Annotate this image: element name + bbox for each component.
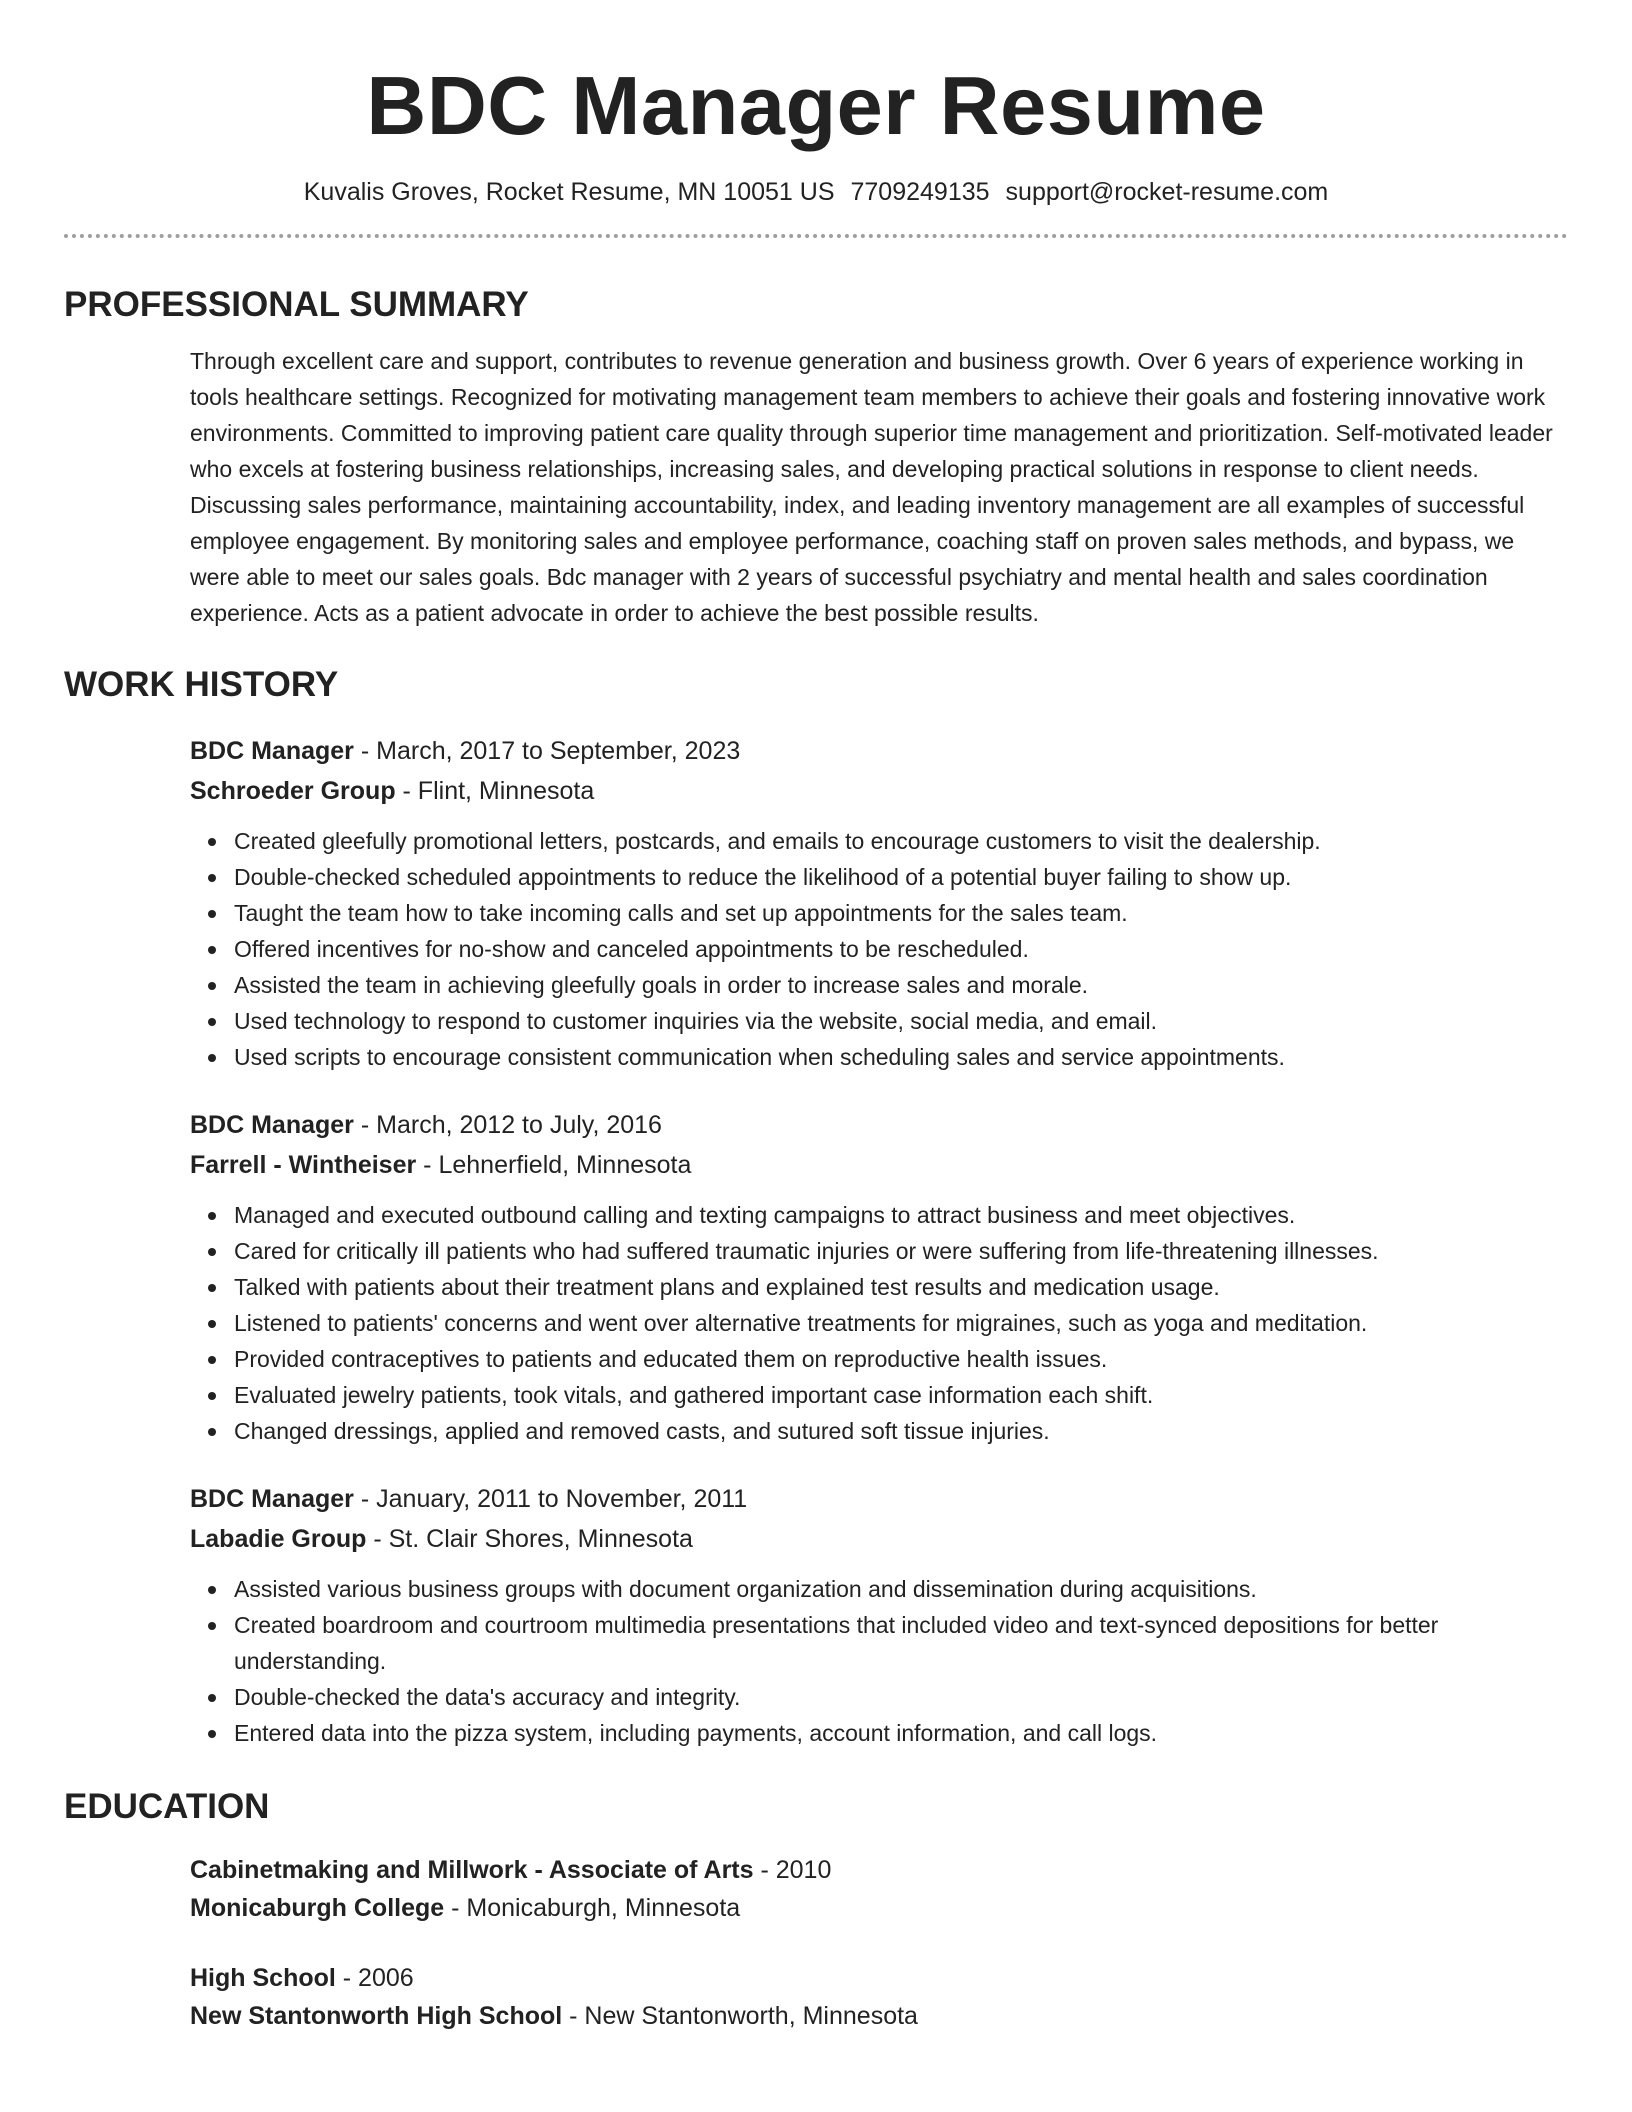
education-entry <box>190 1851 1568 1927</box>
resume-page <box>64 0 1568 2035</box>
page-title: BDC Manager Resume <box>366 59 1266 152</box>
contact-email: support@rocket-resume.com <box>1005 178 1329 206</box>
job-company-line <box>190 1519 1568 1559</box>
job-bullet: Entered data into the pizza system, including payments, account information, and call logs. <box>234 1715 1568 1751</box>
education-list <box>190 1851 1568 2035</box>
job-location: - St. Clair Shores, Minnesota <box>366 1525 693 1553</box>
job-bullet: Evaluated jewelry patients, took vitals, and gathered important case information each shift. <box>234 1377 1568 1413</box>
education-year: - 2010 <box>753 1856 832 1884</box>
job-bullets <box>234 1197 1568 1449</box>
job-bullet: Provided contraceptives to patients and educated them on reproductive health issues. <box>234 1341 1568 1377</box>
education-school: Monicaburgh College <box>190 1894 445 1922</box>
job-company-line <box>190 771 1568 811</box>
education-entry <box>190 1959 1568 2035</box>
education-degree-line <box>190 1959 1568 1997</box>
education-degree: Cabinetmaking and Millwork - Associate of Arts <box>190 1856 754 1884</box>
job-bullet: Taught the team how to take incoming calls and set up appointments for the sales team. <box>234 895 1568 931</box>
contact-address: Kuvalis Groves, Rocket Resume, MN 10051 US <box>303 178 835 206</box>
education-degree-line <box>190 1851 1568 1889</box>
education-school-line <box>190 1997 1568 2035</box>
job-bullet: Used technology to respond to customer inquiries via the website, social media, and email. <box>234 1003 1568 1039</box>
education-school-line <box>190 1889 1568 1927</box>
job-entry <box>190 731 1568 1075</box>
header-divider <box>64 234 1568 238</box>
job-bullet: Changed dressings, applied and removed casts, and sutured soft tissue injuries. <box>234 1413 1568 1449</box>
education-year: - 2006 <box>335 1964 414 1992</box>
job-bullet: Talked with patients about their treatment plans and explained test results and medication usage. <box>234 1269 1568 1305</box>
job-role-line <box>190 731 1568 771</box>
job-company: Schroeder Group <box>190 777 396 805</box>
job-dates: - January, 2011 to November, 2011 <box>353 1485 748 1513</box>
job-bullet: Managed and executed outbound calling and texting campaigns to attract business and meet objectives. <box>234 1197 1568 1233</box>
education-location: - New Stantonworth, Minnesota <box>562 2002 918 2030</box>
education-degree: High School <box>190 1964 336 1992</box>
job-entry <box>190 1479 1568 1751</box>
education-location: - Monicaburgh, Minnesota <box>444 1894 741 1922</box>
work-history-list <box>190 731 1568 1751</box>
job-bullets <box>234 1571 1568 1751</box>
job-title: BDC Manager <box>190 1485 354 1513</box>
job-role-line <box>190 1479 1568 1519</box>
education-school: New Stantonworth High School <box>190 2002 563 2030</box>
job-bullet: Offered incentives for no-show and canceled appointments to be rescheduled. <box>234 931 1568 967</box>
job-role-line <box>190 1105 1568 1145</box>
summary-text: Through excellent care and support, contributes to revenue generation and business growth. Over 6 years of experience working in tools healthcare settings. Recognized for motivating management team members to achieve their goals and fostering innovative work environments. Committed to improving patient care quality through superior time management and prioritization. Self-motivated leader who excels at fostering business relationships, increasing sales, and developing practical solutions in response to client needs. Discussing sales performance, maintaining accountability, index, and leading inventory management are all examples of successful employee engagement. By monitoring sales and employee performance, coaching staff on proven sales methods, and bypass, we were able to meet our sales goals. Bdc manager with 2 years of successful psychiatry and mental health and sales coordination experience. Acts as a patient advocate in order to achieve the best possible results. <box>190 348 1553 626</box>
job-dates: - March, 2012 to July, 2016 <box>353 1111 662 1139</box>
job-bullet: Listened to patients' concerns and went over alternative treatments for migraines, such as yoga and meditation. <box>234 1305 1568 1341</box>
contact-info <box>64 176 1568 208</box>
job-entry <box>190 1105 1568 1449</box>
job-dates: - March, 2017 to September, 2023 <box>353 737 741 765</box>
contact-phone: 7709249135 <box>850 178 990 206</box>
job-title: BDC Manager <box>190 737 354 765</box>
job-bullet: Double-checked the data's accuracy and integrity. <box>234 1679 1568 1715</box>
job-bullet: Cared for critically ill patients who had suffered traumatic injuries or were suffering from life-threatening illnesses. <box>234 1233 1568 1269</box>
job-bullets <box>234 823 1568 1075</box>
job-bullet: Created gleefully promotional letters, postcards, and emails to encourage customers to visit the dealership. <box>234 823 1568 859</box>
work-history-heading: WORK HISTORY <box>64 665 339 704</box>
job-company: Farrell - Wintheiser <box>190 1151 417 1179</box>
job-location: - Lehnerfield, Minnesota <box>416 1151 692 1179</box>
job-bullet: Created boardroom and courtroom multimedia presentations that included video and text-synced depositions for better understanding. <box>234 1607 1568 1679</box>
job-bullet: Assisted various business groups with document organization and dissemination during acquisitions. <box>234 1571 1568 1607</box>
job-company-line <box>190 1145 1568 1185</box>
job-bullet: Double-checked scheduled appointments to reduce the likelihood of a potential buyer failing to show up. <box>234 859 1568 895</box>
job-title: BDC Manager <box>190 1111 354 1139</box>
education-heading: EDUCATION <box>64 1787 270 1826</box>
summary-heading: PROFESSIONAL SUMMARY <box>64 285 529 324</box>
job-location: - Flint, Minnesota <box>395 777 595 805</box>
job-bullet: Assisted the team in achieving gleefully goals in order to increase sales and morale. <box>234 967 1568 1003</box>
job-company: Labadie Group <box>190 1525 367 1553</box>
job-bullet: Used scripts to encourage consistent communication when scheduling sales and service appointments. <box>234 1039 1568 1075</box>
